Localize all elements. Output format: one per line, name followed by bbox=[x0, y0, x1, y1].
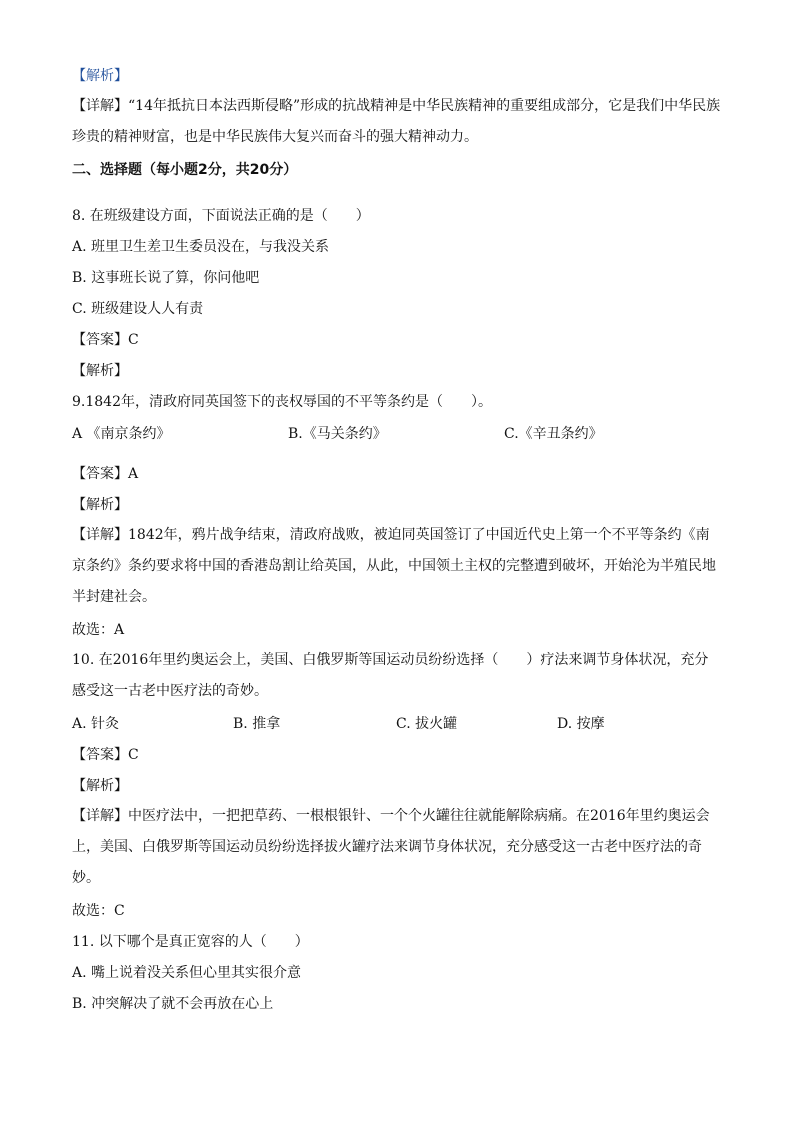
analysis-label-1: 【解析】 bbox=[72, 68, 128, 84]
q10-options-row bbox=[72, 714, 732, 734]
q9-stem: 9.1842年，清政府同英国签下的丧权辱国的不平等条约是（ ）。 bbox=[72, 394, 492, 410]
q9-option-c: C.《辛丑条约》 bbox=[504, 426, 603, 442]
q9-analysis-label: 【解析】 bbox=[72, 497, 128, 513]
q10-detail: 【详解】中医疗法中，一把把草药、一根根银针、一个个火罐往往就能解除病痛。在2016年里约奥运会上，美国、白俄罗斯等国运动员纷纷选择拔火罐疗法来调节身体状况，充分感受这一古老中医疗法的奇妙。 bbox=[72, 808, 710, 886]
q9-answer: 【答案】A bbox=[72, 466, 139, 482]
q8-option-b: B. 这事班长说了算，你问他吧 bbox=[72, 270, 260, 286]
section-heading: 二、选择题（每小题2分，共20分） bbox=[72, 162, 298, 178]
q8-analysis-label: 【解析】 bbox=[72, 363, 128, 379]
q11-option-a: A. 嘴上说着没关系但心里其实很介意 bbox=[72, 965, 302, 981]
q10-choice: 故选：C bbox=[72, 903, 125, 919]
q10-option-a: A. 针灸 bbox=[72, 716, 120, 732]
detail-paragraph-1: 【详解】“14年抵抗日本法西斯侵略”形成的抗战精神是中华民族精神的重要组成部分，它是我们中华民族珍贵的精神财富，也是中华民族伟大复兴而奋斗的强大精神动力。 bbox=[72, 98, 721, 145]
q10-analysis-label: 【解析】 bbox=[72, 778, 128, 794]
q10-option-d: D. 按摩 bbox=[557, 716, 605, 732]
q9-options-row bbox=[72, 424, 732, 444]
q11-option-b: B. 冲突解决了就不会再放在心上 bbox=[72, 996, 274, 1012]
q9-option-b: B.《马关条约》 bbox=[288, 426, 387, 442]
q10-stem: 10. 在2016年里约奥运会上，美国、白俄罗斯等国运动员纷纷选择（ ）疗法来调节身体状况，充分感受这一古老中医疗法的奇妙。 bbox=[72, 652, 709, 699]
q10-option-b: B. 推拿 bbox=[233, 716, 281, 732]
q8-stem: 8. 在班级建设方面，下面说法正确的是（ ） bbox=[72, 208, 370, 224]
q8-option-c: C. 班级建设人人有责 bbox=[72, 301, 204, 317]
q8-answer: 【答案】C bbox=[72, 332, 139, 348]
q9-choice: 故选：A bbox=[72, 622, 125, 638]
q9-detail: 【详解】1842年，鸦片战争结束，清政府战败，被迫同英国签订了中国近代史上第一个不平等条约《南京条约》条约要求将中国的香港岛割让给英国，从此，中国领土主权的完整遭到破坏，开始沦为半殖民地半封建社会。 bbox=[72, 527, 716, 605]
q11-stem: 11. 以下哪个是真正宽容的人（ ） bbox=[72, 934, 309, 950]
q10-answer: 【答案】C bbox=[72, 747, 139, 763]
q8-option-a: A. 班里卫生差卫生委员没在，与我没关系 bbox=[72, 239, 330, 255]
q9-option-a: A 《南京条约》 bbox=[72, 426, 171, 442]
q10-option-c: C. 拔火罐 bbox=[396, 716, 458, 732]
